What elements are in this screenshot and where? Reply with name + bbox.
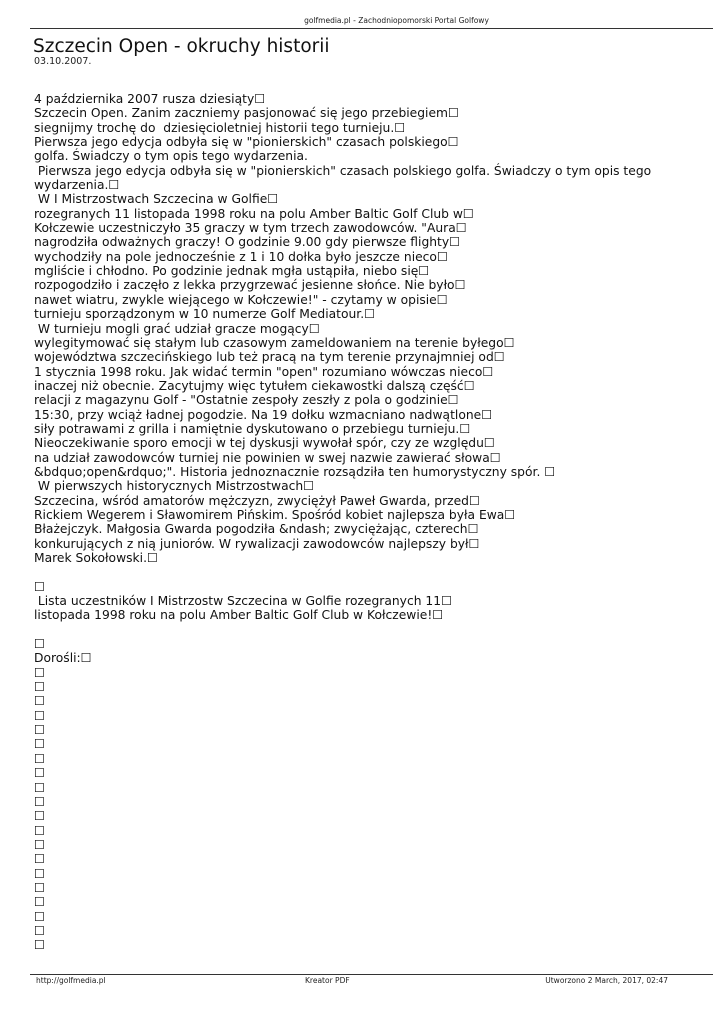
article-line: Lista uczestników I Mistrzostw Szczecina w Golfie rozegranych 11☐ — [34, 594, 453, 609]
article-line: Błażejczyk. Małgosia Gwarda pogodziła &ndash; zwyciężając, czterech☐ — [34, 522, 479, 537]
article-line: konkurujących z nią juniorów. W rywalizacji zawodowców najlepszy był☐ — [34, 536, 480, 551]
article-line: ☐ — [34, 880, 46, 895]
article-line: ☐ — [34, 837, 46, 852]
article-line: wychodziły na pole jednocześnie z 1 i 10 dołka było jeszcze nieco☐ — [34, 249, 448, 264]
article-line: 4 października 2007 rusza dziesiąty☐ — [34, 92, 266, 106]
article-line: ☐ — [34, 665, 46, 680]
article-line: ☐ — [34, 923, 46, 938]
article-line: siły potrawami z grilla i namiętnie dyskutowano o przebiegu turnieju.☐ — [34, 421, 471, 436]
article-line: nagrodziła odważnych graczy! O godzinie 9.00 gdy pierwsze flighty☐ — [34, 235, 461, 250]
article-line: ☐ — [34, 579, 46, 594]
article-line: ☐ — [34, 708, 46, 723]
article-line: turnieju sporządzonym w 10 numerze Golf Mediatour.☐ — [34, 307, 376, 322]
footer-divider — [30, 974, 713, 975]
article-line: województwa szczecińskiego lub też pracą na tym terenie przynajmniej od☐ — [34, 350, 505, 365]
article-line: nawet wiatru, zwykle wiejącego w Kołczewie!" - czytamy w opisie☐ — [34, 292, 448, 307]
article-line: ☐ — [34, 694, 46, 709]
article-line: na udział zawodowców turniej nie powinien w swej nazwie zawierać słowa☐ — [34, 450, 501, 465]
article-line: Pierwsza jego edycja odbyła się w "pionierskich" czasach polskiego☐ — [34, 135, 459, 150]
article-line: Szczecina, wśród amatorów mężczyzn, zwyciężył Paweł Gwarda, przed☐ — [34, 493, 481, 508]
article-line: W turnieju mogli grać udział gracze mogący☐ — [34, 321, 320, 336]
article-line: rozegranych 11 listopada 1998 roku na polu Amber Baltic Golf Club w☐ — [34, 206, 474, 221]
article-line: Kołczewie uczestniczyło 35 graczy w tym trzech zawodowców. "Aura☐ — [34, 221, 467, 236]
footer-created-date: Utworzono 2 March, 2017, 02:47 — [545, 976, 668, 985]
article-line: 15:30, przy wciąż ładnej pogodzie. Na 19 dołku wzmacniano nadwątlone☐ — [34, 407, 493, 422]
article-line: inaczej niż obecnie. Zacytujmy więc tytułem ciekawostki dalszą część☐ — [34, 378, 475, 393]
article-line: ☐ — [34, 723, 46, 738]
article-line: Dorośli:☐ — [34, 651, 92, 666]
footer-url: http://golfmedia.pl — [36, 976, 106, 985]
article-line: Pierwsza jego edycja odbyła się w "pionierskich" czasach polskiego golfa. Świadczy o tym opis tego — [34, 163, 652, 178]
article-line: relacji z magazynu Golf - "Ostatnie zespoły zeszły z pola o godzinie☐ — [34, 393, 459, 408]
article-line: ☐ — [34, 852, 46, 867]
article-line: Nieoczekiwanie sporo emocji w tej dyskusji wywołał spór, czy ze względu☐ — [34, 436, 495, 451]
page-header-site: golfmedia.pl - Zachodniopomorski Portal Golfowy — [304, 16, 489, 25]
article-line: ☐ — [34, 909, 46, 924]
article-line: ☐ — [34, 809, 46, 824]
article-line: ☐ — [34, 766, 46, 781]
article-line: wydarzenia.☐ — [34, 178, 120, 193]
article-line: siegnijmy trochę do dziesięcioletniej historii tego turnieju.☐ — [34, 120, 406, 135]
article-line: ☐ — [34, 780, 46, 795]
article-line: ☐ — [34, 737, 46, 752]
article-line: &bdquo;open&rdquo;". Historia jednoznacznie rozsądziła ten humorystyczny spór. ☐ — [34, 464, 556, 479]
footer-generator: Kreator PDF — [305, 976, 350, 985]
article-line: listopada 1998 roku na polu Amber Baltic Golf Club w Kołczewie!☐ — [34, 608, 444, 623]
header-divider — [30, 28, 713, 29]
article-line: ☐ — [34, 938, 46, 953]
article-line: Marek Sokołowski.☐ — [34, 551, 159, 565]
article-line: Szczecin Open. Zanim zaczniemy pasjonować się jego przebiegiem☐ — [34, 106, 460, 121]
article-line: ☐ — [34, 680, 46, 695]
article-line: mgliście i chłodno. Po godzinie jednak mgła ustąpiła, niebo się☐ — [34, 264, 430, 279]
article-line: ☐ — [34, 637, 46, 652]
article-line: W pierwszych historycznych Mistrzostwach☐ — [34, 479, 315, 494]
article-line: golfa. Świadczy o tym opis tego wydarzenia. — [34, 149, 308, 164]
article-body — [34, 92, 714, 953]
article-line: ☐ — [34, 866, 46, 881]
article-line: ☐ — [34, 823, 46, 838]
article-line: 1 stycznia 1998 roku. Jak widać termin "open" rozumiano wówczas nieco☐ — [34, 364, 494, 379]
article-line: ☐ — [34, 895, 46, 910]
article-line: rozpogodziło i zaczęło z lekka przygrzewać jesienne słońce. Nie było☐ — [34, 278, 466, 293]
article-line: W I Mistrzostwach Szczecina w Golfie☐ — [34, 192, 279, 207]
page-title: Szczecin Open - okruchy historii — [33, 36, 330, 57]
article-line: wylegitymować się stałym lub czasowym zameldowaniem na terenie byłego☐ — [34, 335, 515, 350]
publish-date: 03.10.2007. — [34, 56, 92, 67]
article-line: Rickiem Wegerem i Sławomirem Pińskim. Spośród kobiet najlepsza była Ewa☐ — [34, 507, 516, 522]
article-line: ☐ — [34, 794, 46, 809]
article-line — [34, 623, 714, 637]
article-line — [34, 565, 714, 579]
article-line: ☐ — [34, 751, 46, 766]
